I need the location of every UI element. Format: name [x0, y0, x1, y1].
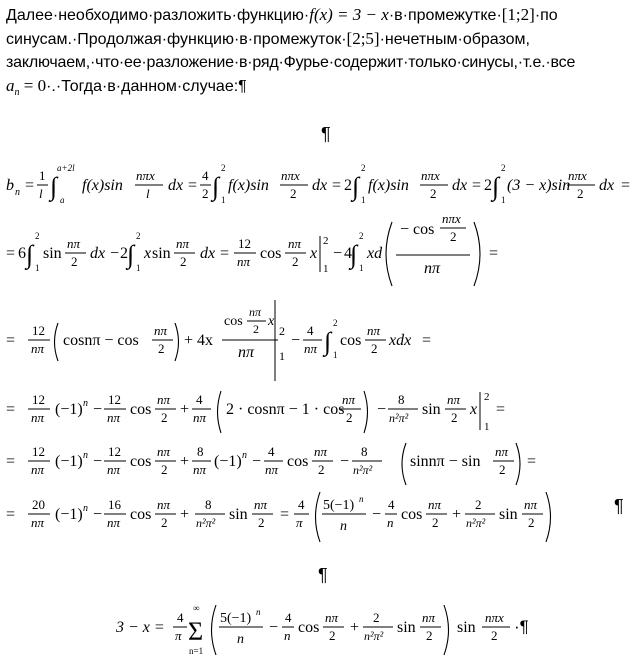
svg-text:n=1: n=1 [189, 646, 204, 656]
pilcrow-2: ¶ [614, 496, 624, 516]
svg-text:n: n [237, 632, 244, 647]
svg-text:2: 2 [499, 462, 506, 477]
svg-text:n: n [340, 519, 347, 534]
svg-text:∫: ∫ [26, 240, 34, 269]
svg-text:nπ: nπ [31, 410, 45, 425]
svg-text:sin: sin [43, 245, 62, 262]
svg-text:1: 1 [39, 168, 46, 183]
svg-text:2: 2 [346, 410, 353, 425]
svg-text:∞: ∞ [193, 603, 200, 613]
svg-text:cos: cos [130, 506, 152, 523]
svg-text:nπ: nπ [422, 610, 436, 625]
svg-text:2: 2 [361, 163, 366, 173]
svg-text:dx: dx [312, 177, 328, 194]
svg-text:=: = [496, 401, 506, 418]
svg-text:nπ: nπ [31, 515, 45, 530]
intro-line-1: Далее·необходимо·разложить·функцию·f(x) = 3 − x·в·промежутке·[1;2]·по [6, 5, 558, 24]
svg-text:6: 6 [18, 245, 26, 262]
svg-text:16: 16 [108, 497, 121, 512]
svg-text:nπ: nπ [424, 260, 441, 277]
intro-line-2: синусам.·Продолжая·функцию·в·промежуток·[2;5]·нечетным·образом, [6, 29, 530, 48]
svg-text:dx: dx [200, 245, 216, 262]
svg-text:2: 2 [484, 177, 492, 194]
svg-text:2: 2 [158, 341, 165, 356]
math-line-6 [6, 492, 551, 542]
svg-text:=: = [6, 506, 16, 523]
svg-text:sin: sin [152, 245, 171, 262]
svg-text:=: = [280, 506, 290, 523]
svg-text:=: = [422, 332, 432, 349]
svg-text:n: n [83, 503, 88, 514]
svg-text:cos: cos [287, 453, 309, 470]
svg-text:2 · cosnπ − 1 · cos: 2 · cosnπ − 1 · cos [226, 401, 345, 418]
svg-text:1: 1 [359, 263, 364, 273]
svg-text:nπ: nπ [157, 497, 171, 512]
intro-line-4: $a_n$ = 0·.·Тогда·в·данном·случае:¶ [6, 76, 247, 99]
svg-text:dx: dx [168, 177, 184, 194]
svg-text:=: = [6, 401, 16, 418]
svg-text:dx: dx [90, 245, 106, 262]
svg-text:2: 2 [484, 391, 490, 403]
svg-text:sin: sin [229, 506, 248, 523]
svg-text:(3 − x)sin: (3 − x)sin [507, 177, 571, 194]
svg-text:nπ: nπ [288, 236, 302, 251]
svg-text:2: 2 [120, 245, 128, 262]
svg-text:n: n [256, 607, 261, 617]
svg-text:2: 2 [323, 235, 329, 247]
svg-text:cos: cos [340, 332, 362, 349]
svg-text:=: = [527, 453, 537, 470]
svg-text:l: l [146, 186, 150, 201]
svg-text:2: 2 [71, 254, 78, 269]
svg-text:dx: dx [452, 177, 468, 194]
svg-text:n: n [387, 515, 394, 530]
svg-text:2: 2 [451, 410, 458, 425]
svg-text:f(x)sin: f(x)sin [228, 177, 269, 194]
svg-text:−: − [252, 453, 262, 470]
svg-text:20: 20 [32, 497, 45, 512]
svg-text:nπ: nπ [157, 444, 171, 459]
pilcrow-1: ¶ [321, 124, 331, 144]
svg-text:Σ: Σ [188, 617, 204, 646]
svg-text:x: x [470, 401, 478, 418]
svg-text:nπ: nπ [524, 497, 538, 512]
svg-text:nπ: nπ [254, 497, 268, 512]
svg-text:nπ: nπ [193, 410, 207, 425]
svg-text:2: 2 [373, 610, 380, 625]
svg-text:−: − [110, 245, 120, 262]
svg-text:nπ: nπ [107, 410, 121, 425]
svg-text:a: a [60, 195, 65, 205]
svg-text:n: n [284, 628, 291, 643]
svg-text:2: 2 [279, 324, 285, 338]
svg-text:1: 1 [484, 421, 490, 433]
svg-text:a+2l: a+2l [57, 163, 75, 173]
svg-text:3 − x =: 3 − x = [116, 619, 165, 636]
svg-text:n: n [83, 398, 88, 409]
svg-text:x: x [310, 245, 318, 262]
svg-text:4: 4 [202, 168, 209, 183]
svg-text:=: = [489, 245, 499, 262]
svg-text:5(−1): 5(−1) [220, 611, 252, 626]
svg-text:4: 4 [268, 444, 275, 459]
svg-text:nπx: nπx [442, 211, 461, 226]
svg-text:(−1): (−1) [214, 453, 242, 470]
svg-text:2: 2 [161, 462, 168, 477]
svg-text:4: 4 [298, 497, 305, 512]
svg-text:2: 2 [359, 231, 364, 241]
pilcrow-3: ¶ [318, 565, 328, 585]
svg-text:∫: ∫ [50, 172, 58, 201]
svg-text:n: n [359, 494, 364, 504]
svg-text:12: 12 [108, 444, 121, 459]
svg-text:=: = [220, 245, 230, 262]
svg-text:nπ: nπ [249, 305, 262, 319]
svg-text:2: 2 [258, 515, 265, 530]
svg-text:·¶: ·¶ [514, 617, 529, 636]
svg-text:2: 2 [35, 231, 40, 241]
svg-text:1: 1 [279, 349, 285, 363]
svg-text:nπ: nπ [157, 392, 171, 407]
svg-text:sinnπ − sin: sinnπ − sin [410, 453, 481, 470]
svg-text:4: 4 [388, 497, 395, 512]
svg-text:−: − [93, 453, 103, 470]
svg-text:n: n [242, 450, 247, 461]
svg-text:x: x [144, 245, 152, 262]
svg-text:(−1): (−1) [55, 506, 83, 523]
intro-line-3: заключаем,·что·ее·разложение·в·ряд·Фурье·содержит·только·синусы,·т.е.·все [6, 54, 576, 71]
svg-text:π: π [296, 515, 303, 530]
svg-text:nπ: nπ [107, 462, 121, 477]
svg-text:4: 4 [307, 323, 314, 338]
svg-text:2: 2 [253, 322, 259, 336]
svg-text:2: 2 [450, 229, 457, 244]
svg-text:2: 2 [292, 254, 299, 269]
svg-text:2: 2 [475, 497, 482, 512]
svg-text:12: 12 [32, 444, 45, 459]
svg-text:+: + [180, 453, 190, 470]
svg-text:+: + [350, 619, 360, 636]
svg-text:xdx: xdx [389, 332, 412, 349]
svg-text:=: = [332, 177, 342, 194]
svg-text:l: l [39, 186, 43, 201]
svg-text:12: 12 [32, 323, 45, 338]
svg-text:−: − [93, 401, 103, 418]
svg-text:−: − [291, 332, 301, 349]
svg-text:cos: cos [130, 453, 152, 470]
svg-text:sin: sin [457, 619, 476, 636]
svg-text:nπ: nπ [107, 515, 121, 530]
math-line-4 [6, 391, 505, 433]
svg-text:nπ: nπ [367, 323, 381, 338]
svg-text:1: 1 [35, 263, 40, 273]
svg-text:2: 2 [577, 186, 584, 201]
svg-text:12: 12 [32, 392, 45, 407]
svg-text:n: n [83, 450, 88, 461]
svg-text:8: 8 [398, 392, 405, 407]
svg-text:2: 2 [161, 515, 168, 530]
svg-text:nπ: nπ [265, 462, 279, 477]
svg-text:1: 1 [221, 195, 226, 205]
svg-text:nπ: nπ [154, 323, 168, 338]
svg-text:n²π²: n²π² [196, 516, 216, 530]
svg-text:4: 4 [344, 245, 352, 262]
svg-text:2: 2 [430, 186, 437, 201]
svg-text:sin: sin [422, 401, 441, 418]
svg-text:∫: ∫ [324, 327, 332, 356]
svg-text:(−1): (−1) [55, 453, 83, 470]
svg-text:π: π [175, 628, 182, 643]
svg-text:2: 2 [180, 254, 187, 269]
svg-text:2: 2 [202, 186, 209, 201]
svg-text:1: 1 [333, 350, 338, 360]
svg-text:f(x)sin: f(x)sin [368, 177, 409, 194]
svg-text:=: = [188, 177, 198, 194]
svg-text:−: − [372, 506, 382, 523]
svg-text:∫: ∫ [212, 172, 220, 201]
svg-text:cos: cos [224, 314, 243, 329]
svg-text:2: 2 [501, 163, 506, 173]
svg-text:2: 2 [491, 628, 498, 643]
svg-text:∫: ∫ [492, 172, 500, 201]
svg-text:nπx: nπx [281, 168, 300, 183]
svg-text:=: = [6, 332, 16, 349]
math-line-2 [6, 211, 498, 286]
svg-text:n²π²: n²π² [466, 516, 486, 530]
svg-text:n²π²: n²π² [364, 629, 384, 643]
svg-text:8: 8 [197, 444, 204, 459]
svg-text:cos: cos [298, 619, 320, 636]
svg-text:n²π²: n²π² [389, 411, 409, 425]
svg-text:− cos: − cos [400, 221, 435, 238]
svg-text:2: 2 [333, 318, 338, 328]
math-line-final [115, 603, 529, 656]
svg-text:nπ: nπ [447, 392, 461, 407]
svg-text:2: 2 [528, 515, 535, 530]
svg-text:nπx: nπx [485, 610, 504, 625]
svg-text:−: − [377, 401, 387, 418]
svg-text:4: 4 [177, 610, 184, 625]
svg-text:nπ: nπ [193, 462, 207, 477]
svg-text:sin: sin [397, 619, 416, 636]
svg-text:1: 1 [136, 263, 141, 273]
svg-text:=: = [472, 177, 482, 194]
svg-text:−: − [333, 245, 343, 262]
svg-text:nπ: nπ [31, 341, 45, 356]
svg-text:nπ: nπ [31, 462, 45, 477]
svg-text:(−1): (−1) [55, 401, 83, 418]
svg-text:nπx: nπx [568, 168, 587, 183]
svg-text:n²π²: n²π² [353, 463, 373, 477]
svg-text:4: 4 [285, 610, 292, 625]
math-line-5 [6, 443, 536, 485]
svg-text:5(−1): 5(−1) [323, 498, 355, 513]
svg-text:1: 1 [323, 263, 329, 275]
svg-text:nπ: nπ [495, 444, 509, 459]
svg-text:2: 2 [221, 163, 226, 173]
svg-text:2: 2 [432, 515, 439, 530]
svg-text:nπ: nπ [67, 236, 81, 251]
svg-text:8: 8 [361, 444, 368, 459]
svg-text:+: + [452, 506, 462, 523]
svg-text:sin: sin [499, 506, 518, 523]
svg-text:+: + [180, 506, 190, 523]
svg-text:n: n [15, 187, 20, 198]
svg-text:2: 2 [318, 462, 325, 477]
svg-text:1: 1 [501, 195, 506, 205]
svg-text:dx: dx [599, 177, 615, 194]
svg-text:2: 2 [426, 628, 433, 643]
svg-text:2: 2 [344, 177, 352, 194]
svg-text:cosnπ − cos: cosnπ − cos [63, 332, 139, 349]
svg-text:nπ: nπ [176, 236, 190, 251]
math-line-1 [6, 163, 630, 205]
svg-text:nπ: nπ [237, 254, 251, 269]
svg-text:−: − [269, 619, 279, 636]
svg-text:b: b [6, 177, 14, 194]
svg-text:=: = [6, 245, 16, 262]
svg-text:2: 2 [290, 186, 297, 201]
svg-text:x: x [268, 314, 275, 329]
svg-text:f(x)sin: f(x)sin [82, 177, 123, 194]
svg-text:xd: xd [367, 245, 383, 262]
svg-text:∫: ∫ [352, 172, 360, 201]
svg-text:−: − [340, 453, 350, 470]
svg-text:nπx: nπx [136, 168, 155, 183]
svg-text:+: + [180, 401, 190, 418]
svg-text:=: = [621, 177, 631, 194]
svg-text:1: 1 [361, 195, 366, 205]
svg-text:nπ: nπ [342, 392, 356, 407]
svg-text:12: 12 [238, 236, 251, 251]
svg-text:cos: cos [260, 245, 282, 262]
svg-text:cos: cos [401, 506, 423, 523]
svg-text:=: = [6, 453, 16, 470]
svg-text:+ 4x: + 4x [184, 332, 214, 349]
svg-text:∫: ∫ [350, 240, 358, 269]
svg-text:−: − [93, 506, 103, 523]
svg-text:12: 12 [108, 392, 121, 407]
math-line-3 [6, 300, 431, 381]
svg-text:nπ: nπ [304, 341, 318, 356]
svg-text:nπ: nπ [428, 497, 442, 512]
svg-text:cos: cos [130, 401, 152, 418]
svg-text:nπ: nπ [325, 610, 339, 625]
svg-text:2: 2 [136, 231, 141, 241]
svg-text:nπx: nπx [421, 168, 440, 183]
svg-text:2: 2 [329, 628, 336, 643]
svg-text:4: 4 [196, 392, 203, 407]
svg-text:2: 2 [371, 341, 378, 356]
svg-text:nπ: nπ [314, 444, 328, 459]
svg-text:∫: ∫ [127, 240, 135, 269]
svg-text:2: 2 [161, 410, 168, 425]
svg-text:=: = [25, 177, 35, 194]
svg-text:8: 8 [205, 497, 212, 512]
svg-text:nπ: nπ [238, 344, 255, 361]
